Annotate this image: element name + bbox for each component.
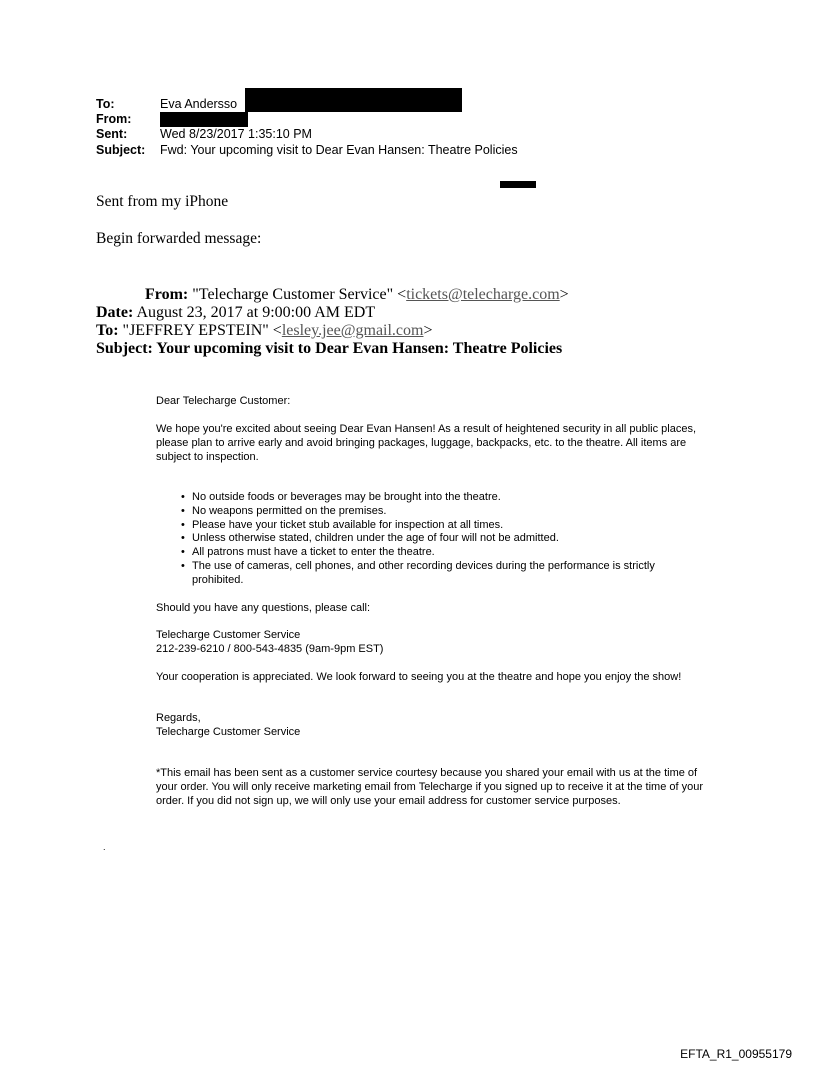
to-label: To:: [96, 97, 115, 111]
closing-paragraph: Your cooperation is appreciated. We look forward to seeing you at the theatre and hope you enjoy the show!: [156, 671, 682, 683]
policy-list: [180, 491, 700, 588]
forwarded-from-line: [145, 286, 569, 304]
forwarded-from-label: From:: [145, 286, 189, 303]
subject-label: Subject:: [96, 143, 146, 157]
forwarded-subject-line: [96, 340, 562, 358]
message-greeting: Dear Telecharge Customer:: [156, 395, 291, 407]
forwarded-from-name: "Telecharge Customer Service" <: [192, 286, 407, 303]
policy-list-item: • Please have your ticket stub available for inspection at all times.: [180, 519, 700, 533]
disclaimer-paragraph: *This email has been sent as a customer service courtesy because you shared your email with us at the time of your order. You will only receive marketing email from Telecharge if you signed up to receive it at the time of your order. If you did not sign up, we will only use your email address for customer service purposes.: [156, 767, 704, 807]
questions-line: Should you have any questions, please call:: [156, 602, 371, 614]
forwarded-to-close: >: [423, 322, 433, 339]
policy-list-item: • Unless otherwise stated, children under the age of four will not be admitted.: [180, 532, 700, 546]
policy-list-item: • No outside foods or beverages may be brought into the theatre.: [180, 491, 700, 505]
forwarded-to-label: To:: [96, 322, 119, 339]
redaction-bar-to: [245, 88, 462, 112]
forwarded-subject-value: Your upcoming visit to Dear Evan Hansen: Theatre Policies: [156, 340, 563, 357]
signature-line: Telecharge Customer Service: [156, 726, 301, 738]
regards-line: Regards,: [156, 712, 201, 724]
begin-forwarded-line: Begin forwarded message:: [96, 230, 262, 247]
forwarded-date-label: Date:: [96, 304, 134, 321]
forwarded-to-name: "JEFFREY EPSTEIN" <: [122, 322, 282, 339]
forwarded-to-line: [96, 322, 433, 340]
stray-mark: .: [103, 842, 106, 852]
redaction-bar-small: [500, 181, 536, 188]
policy-list-item: • The use of cameras, cell phones, and other recording devices during the performance is strictly prohibited.: [180, 560, 700, 588]
forwarded-subject-label: Subject:: [96, 340, 153, 357]
subject-value: Fwd: Your upcoming visit to Dear Evan Hansen: Theatre Policies: [160, 143, 518, 157]
forwarded-date-line: [96, 304, 375, 322]
from-label: From:: [96, 112, 132, 126]
policy-list-item: • No weapons permitted on the premises.: [180, 505, 700, 519]
policy-list-item: • All patrons must have a ticket to enter the theatre.: [180, 546, 700, 560]
document-id: EFTA_R1_00955179: [680, 1047, 792, 1061]
sent-from-line: Sent from my iPhone: [96, 193, 229, 210]
forwarded-date-value: August 23, 2017 at 9:00:00 AM EDT: [136, 304, 376, 321]
message-paragraph-security: We hope you're excited about seeing Dear Evan Hansen! As a result of heightened security in all public places, please plan to arrive early and avoid bringing packages, luggage, backpacks, etc. to the theatre. All items are subject to inspection.: [156, 423, 696, 463]
sent-value: Wed 8/23/2017 1:35:10 PM: [160, 127, 312, 141]
sent-label: Sent:: [96, 127, 128, 141]
contact-name: Telecharge Customer Service: [156, 629, 301, 641]
forwarded-to-email-link[interactable]: lesley.jee@gmail.com: [281, 322, 424, 339]
forwarded-from-close: >: [559, 286, 569, 303]
to-value: Eva Andersso: [160, 97, 238, 111]
forwarded-from-email-link[interactable]: tickets@telecharge.com: [406, 286, 560, 303]
redaction-bar-from: [160, 112, 248, 127]
contact-phone: 212-239-6210 / 800-543-4835 (9am-9pm EST): [156, 643, 384, 655]
